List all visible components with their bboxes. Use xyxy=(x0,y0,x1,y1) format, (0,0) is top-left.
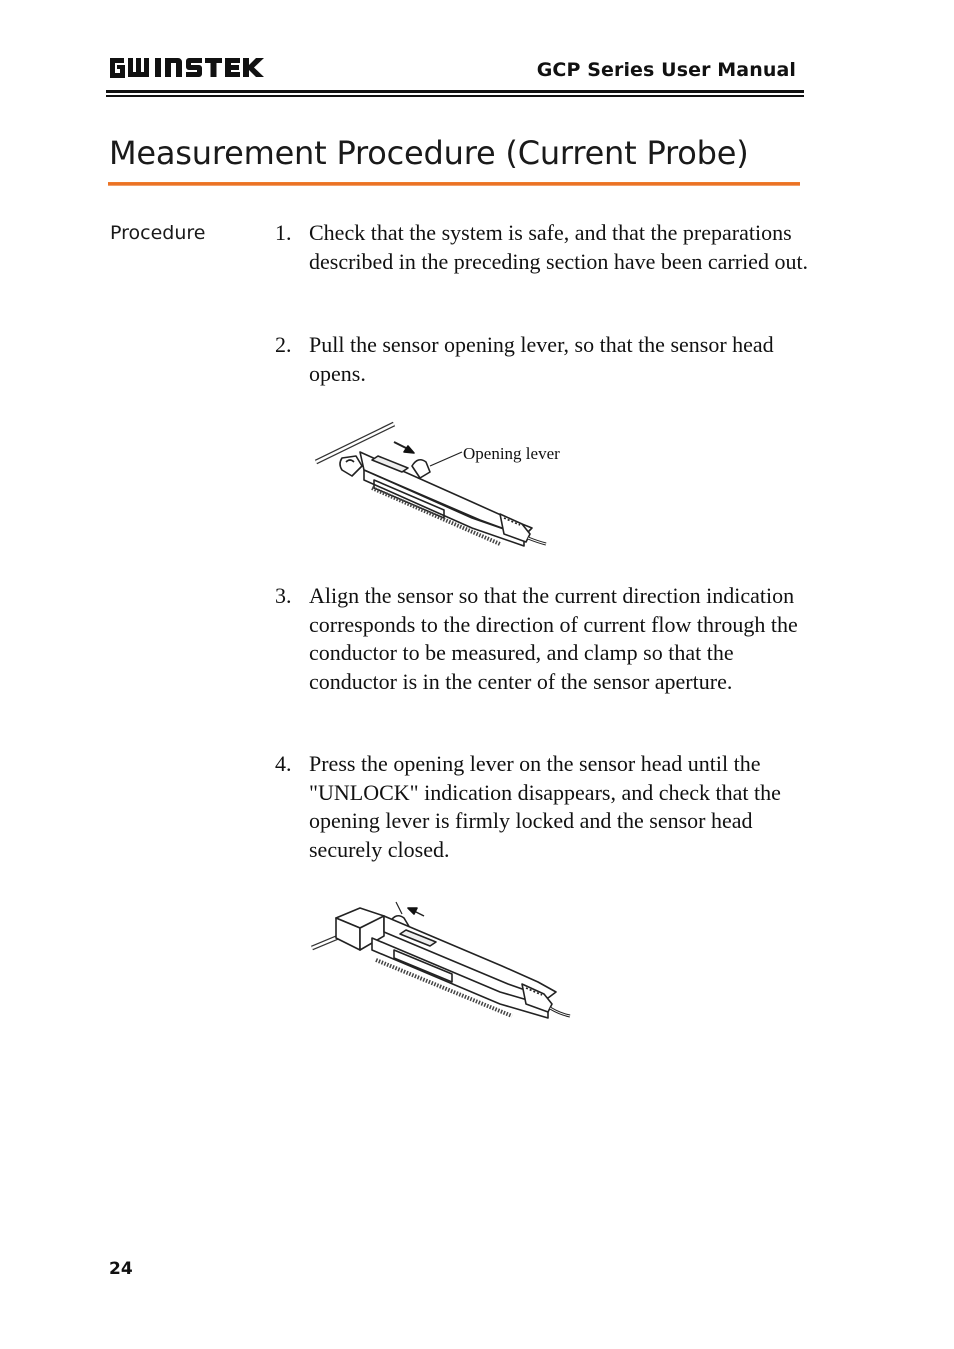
page-title: Measurement Procedure (Current Probe) xyxy=(109,134,749,172)
header-rule-thin xyxy=(106,95,804,97)
header-rule-thick xyxy=(106,90,804,93)
gw-instek-logo xyxy=(108,54,278,82)
procedure-step-4 xyxy=(275,750,810,864)
step-text: Pull the sensor opening lever, so that the sensor head opens. xyxy=(309,332,774,386)
probe-open-illustration xyxy=(312,418,552,553)
procedure-step-3 xyxy=(275,582,810,696)
step-number: 2. xyxy=(275,332,292,357)
procedure-step-2 xyxy=(275,331,810,388)
step-number: 3. xyxy=(275,583,292,608)
step-text: Check that the system is safe, and that the preparations described in the preceding section have been carried out. xyxy=(309,220,809,274)
opening-lever-label: Opening lever xyxy=(463,444,560,463)
procedure-step-1 xyxy=(275,219,810,276)
probe-closed-illustration xyxy=(310,898,572,1024)
side-label-procedure: Procedure xyxy=(110,222,206,244)
step-number: 4. xyxy=(275,751,292,776)
title-underline xyxy=(108,182,800,186)
step-number: 1. xyxy=(275,220,292,245)
page-number: 24 xyxy=(109,1259,133,1279)
step-text: Press the opening lever on the sensor head until the "UNLOCK" indication disappears, and check that the opening lever is firmly locked and the sensor head securely closed. xyxy=(309,751,781,862)
manual-title: GCP Series User Manual xyxy=(536,59,796,81)
step-text: Align the sensor so that the current direction indication corresponds to the direction of current flow through the conductor to be measured, and clamp so that the conductor is in the center of the sensor aperture. xyxy=(309,583,798,694)
